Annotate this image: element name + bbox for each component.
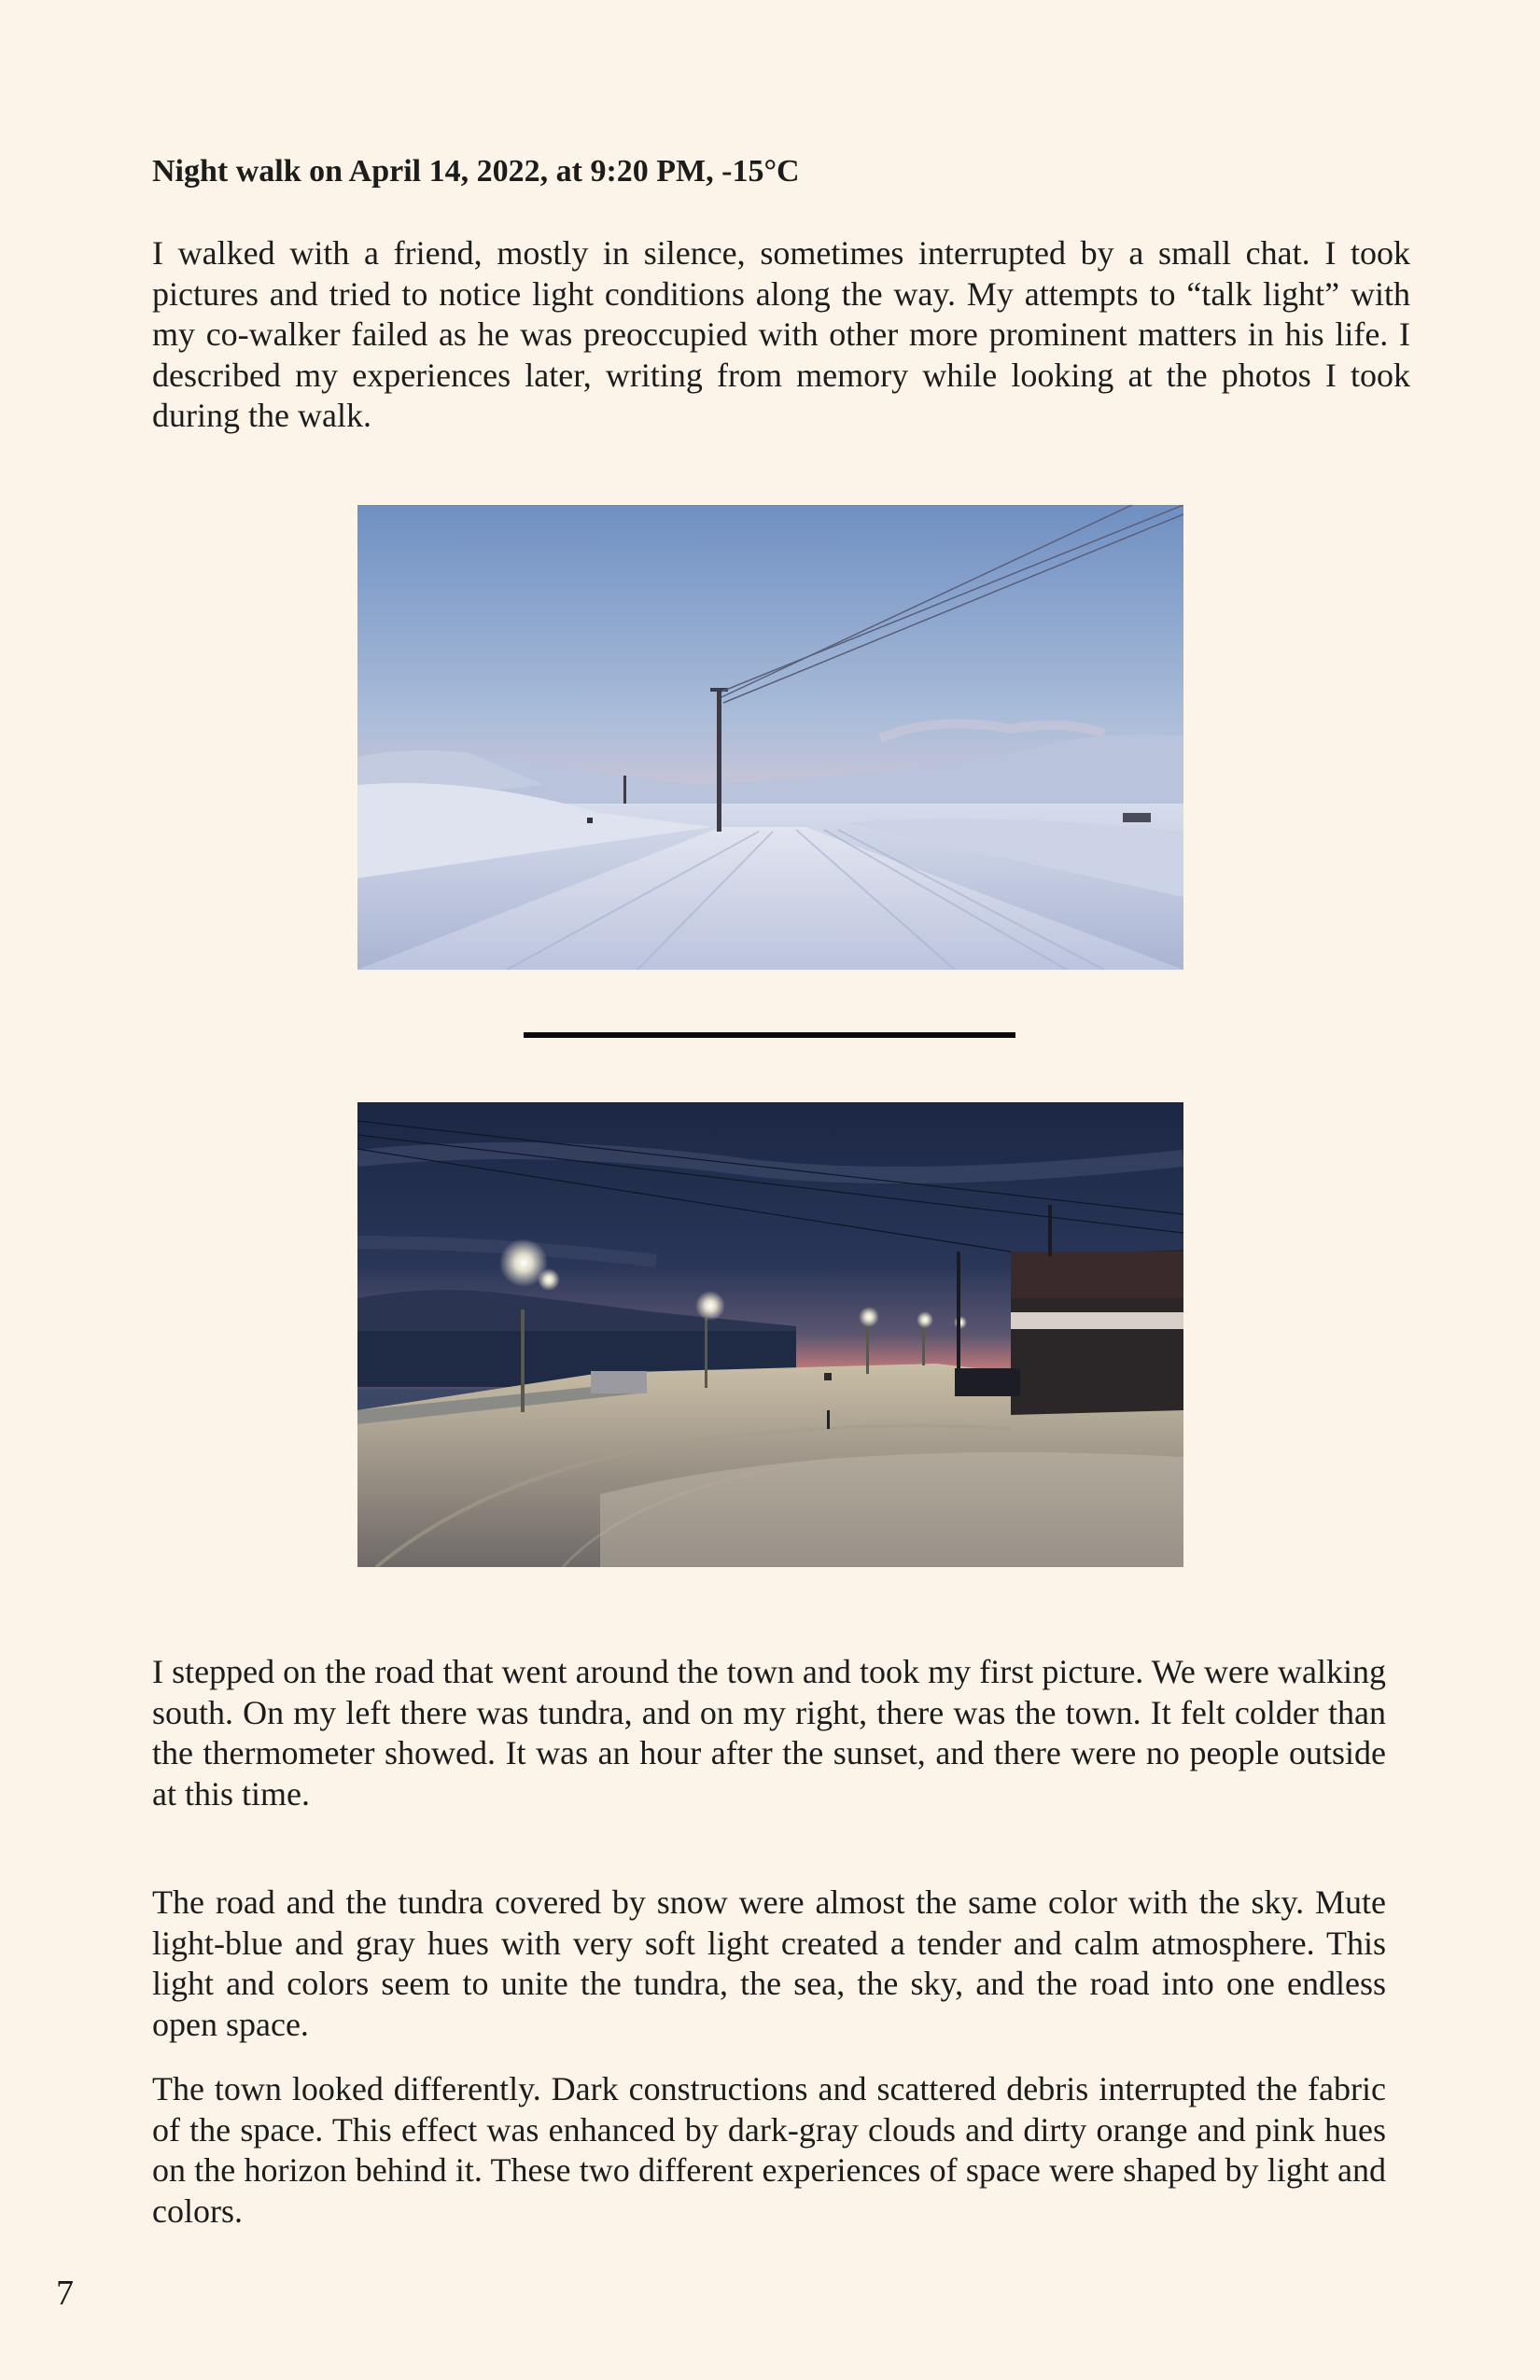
section-heading: Night walk on April 14, 2022, at 9:20 PM, -15°C bbox=[152, 154, 800, 189]
divider-line bbox=[524, 1032, 1015, 1038]
paragraph-tundra-colors: The road and the tundra covered by snow were almost the same color with the sky. Mute light-blue and gray hues with very soft light created a tender and calm atmosphere. This light and colors seem to unite the tundra, the sea, the sky, and the road into one endless open space. bbox=[152, 1883, 1386, 2043]
paragraph-town-description: The town looked differently. Dark constructions and scattered debris interrupted the fabric of the space. This effect was enhanced by dark-gray clouds and dirty orange and pink hues on the horizon behind it. These two different experiences of space were shaped by light and colors. bbox=[152, 2070, 1386, 2230]
paragraph-first-picture: I stepped on the road that went around the town and took my first picture. We were walking south. On my left there was tundra, and on my right, there was the town. It felt colder than the thermometer showed. It was an hour after the sunset, and there were no people outside at this time. bbox=[152, 1653, 1386, 1813]
paragraph-intro: I walked with a friend, mostly in silence, sometimes interrupted by a small chat. I took pictures and tried to notice light conditions along the way. My attempts to “talk light” with my co-walker failed as he was preoccupied with other more prominent matters in his life. I described my experiences later, writing from memory while looking at the photos I took during the walk. bbox=[152, 234, 1410, 434]
photo-snowy-road-dusk bbox=[357, 505, 1183, 970]
page-number: 7 bbox=[56, 2274, 74, 2313]
photo-town-street-night bbox=[357, 1102, 1183, 1567]
